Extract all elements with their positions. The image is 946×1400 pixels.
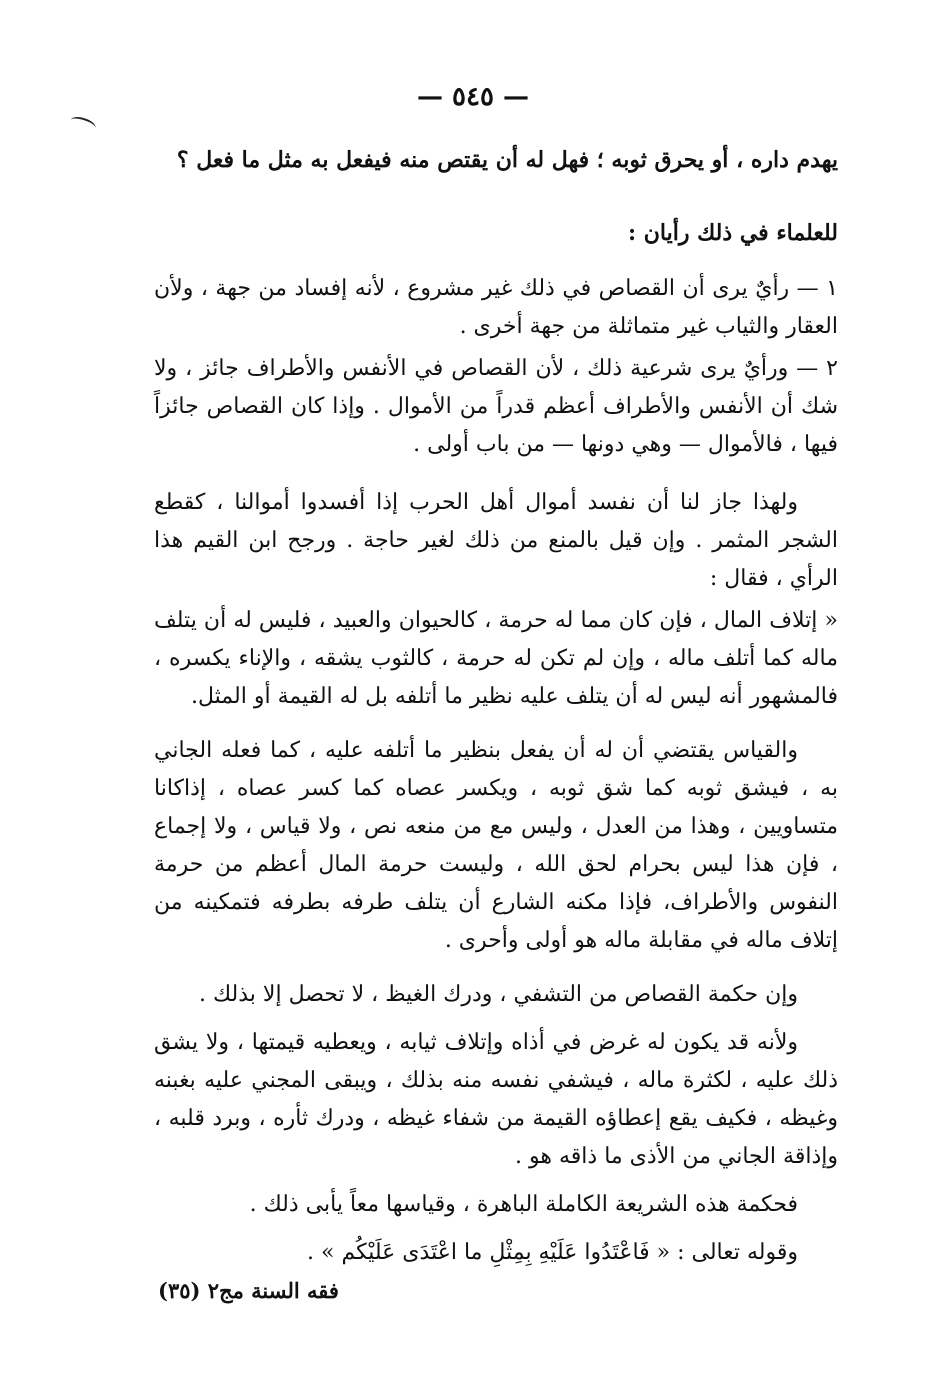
paragraph-2 [154,350,838,464]
paragraph-text: ولهذا جاز لنا أن نفسد أموال أهل الحرب إذا أفسدوا أموالنا ، كقطع الشجر المثمر . وإن قيل بالمنع من ذلك لغير حاجة . ورجح ابن القيم هذا الرأي ، فقال : [154,490,838,591]
paragraph-6 [154,976,838,1014]
footer-signature: فقه السنة مج٢ (٣٥) [158,1278,339,1303]
corner-mark [69,114,97,133]
paragraph-text: ولأنه قد يكون له غرض في أذاه وإتلاف ثيابه ، ويعطيه قيمتها ، ولا يشق ذلك عليه ، لكثرة ماله ، فيشفي نفسه منه بذلك ، ويبقى المجني عليه بغبنه وغيظه ، فكيف يقع إعطاؤه القيمة من شفاء غيظه ، ودرك ثأره ، وبرد قلبه ، وإذاقة الجاني من الأذى ما ذاقه هو . [154,1030,838,1169]
paragraph-text: والقياس يقتضي أن له أن يفعل بنظير ما أتلفه عليه ، كما فعله الجاني به ، فيشق ثوبه كما شق ثوبه ، ويكسر عصاه كما كسر عصاه ، إذاكانا متساويين ، وهذا من العدل ، وليس مع من منعه نص ، ولا قياس ، ولا إجماع ، فإن هذا ليس بحرام لحق الله ، وليست حرمة المال أعظم من حرمة النفوس والأطراف، فإذا مكنه الشارع أن يتلف طرفه بطرفه فتمكينه من إتلاف ماله في مقابلة ماله هو أولى وأحرى . [154,738,838,953]
intro-line: يهدم داره ، أو يحرق ثوبه ؛ فهل له أن يقتص منه فيفعل به مثل ما فعل ؟ [176,147,838,173]
paragraph-text: « إتلاف المال ، فإن كان مما له حرمة ، كالحيوان والعبيد ، فليس له أن يتلف ماله كما أتلف ماله ، وإن لم تكن له حرمة ، كالثوب يشقه ، والإناء يكسره ، فالمشهور أنه ليس له أن يتلف عليه نظير ما أتلفه بل له القيمة أو المثل. [154,608,838,709]
section-heading: للعلماء في ذلك رأيان : [627,220,838,246]
paragraph-text: فحكمة هذه الشريعة الكاملة الباهرة ، وقياسها معاً يأبى ذلك . [249,1192,798,1217]
paragraph-1 [154,270,838,346]
paragraph-text: وإن حكمة القصاص من التشفي ، ودرك الغيظ ، لا تحصل إلا بذلك . [199,982,798,1007]
paragraph-4-quote [154,602,838,716]
paragraph-5 [154,732,838,960]
paragraph-9 [154,1234,838,1272]
paragraph-text: وقوله تعالى : « فَاعْتَدُوا عَلَيْهِ بِمِثْلِ ما اعْتَدَى عَلَيْكُم » . [307,1240,798,1265]
page-number: — ٥٤٥ — [416,82,530,112]
paragraph-text: ٢ — ورأيٌ يرى شرعية ذلك ، لأن القصاص في الأنفس والأطراف جائز ، ولا شك أن الأنفس والأطراف أعظم قدراً من الأموال . وإذا كان القصاص جائزاً فيها ، فالأموال — وهي دونها — من باب أولى . [154,356,838,457]
paragraph-text: ١ — رأيٌ يرى أن القصاص في ذلك غير مشروع ، لأنه إفساد من جهة ، ولأن العقار والثياب غير متماثلة من جهة أخرى . [154,276,838,339]
paragraph-3 [154,484,838,598]
paragraph-7 [154,1024,838,1176]
paragraph-8 [154,1186,838,1224]
